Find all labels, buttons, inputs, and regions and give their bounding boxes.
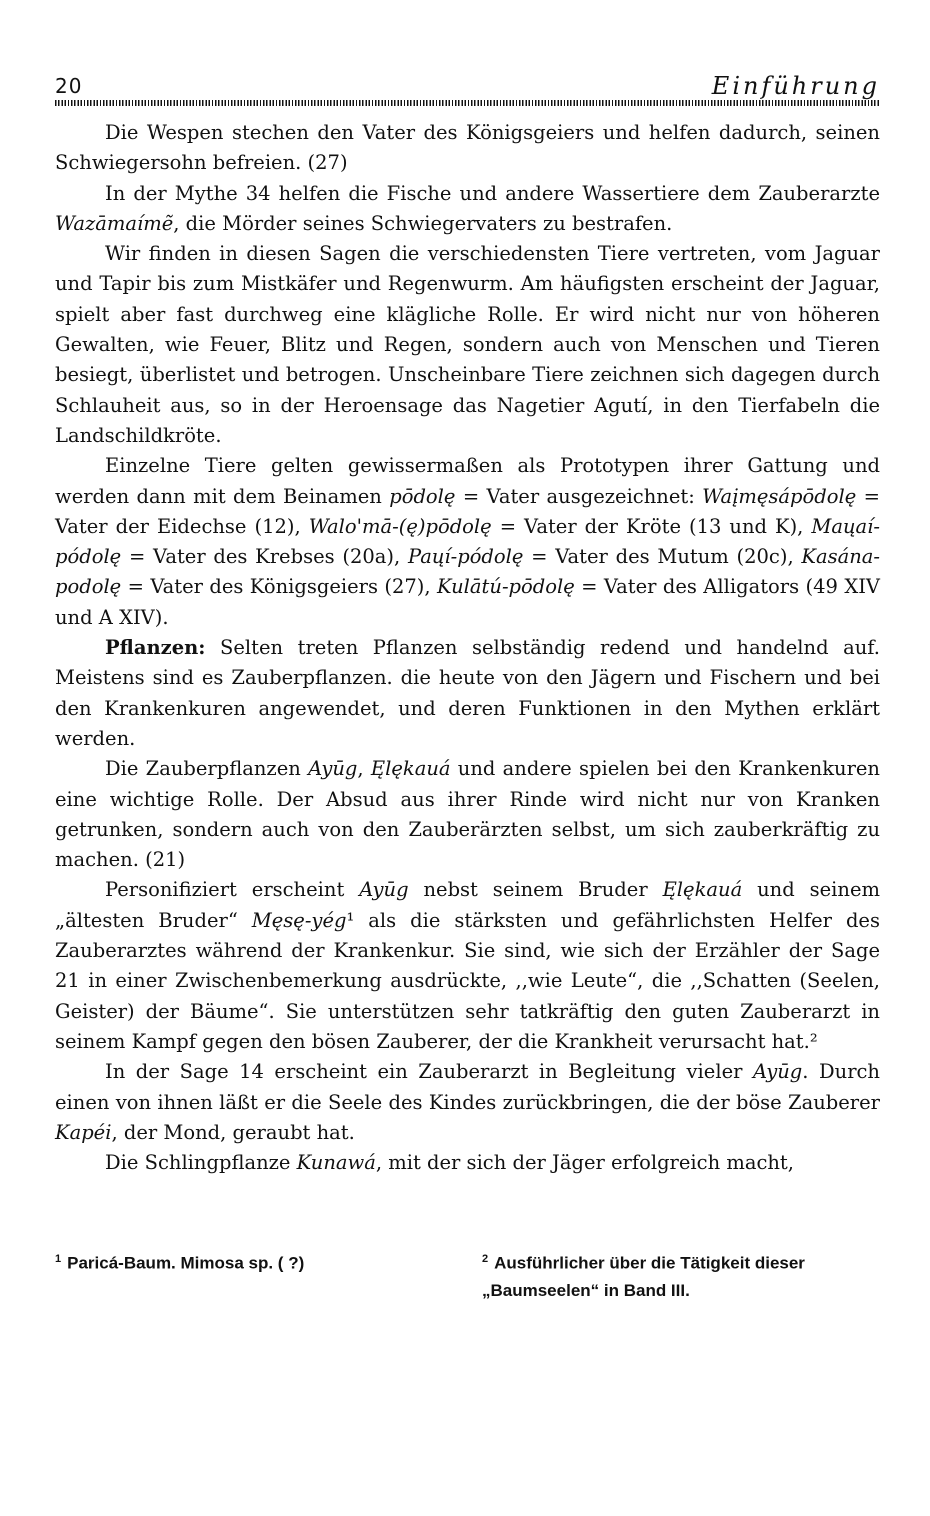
paragraph bbox=[55, 633, 880, 754]
text-run: Einzelne Tiere gelten gewissermaßen als Prototypen ihrer Gattung und werden dann mit dem Beinamen bbox=[55, 454, 880, 508]
body-text bbox=[55, 118, 880, 1178]
text-run: , der Mond, geraubt hat. bbox=[111, 1120, 355, 1144]
text-run: Selten treten Pflanzen selbständig redend und handelnd auf. Meistens sind es Zauberpflanzen. die heute von den Jägern und Fischern und bei den Krankenkuren angewendet, und deren Funktionen in den Mythen erklärt werden. bbox=[55, 636, 880, 750]
paragraph bbox=[55, 754, 880, 875]
paragraph bbox=[55, 118, 880, 179]
text-run: In der Mythe 34 helfen die Fische und andere Wassertiere dem Zauberarzte bbox=[105, 181, 880, 205]
paragraph bbox=[55, 1057, 880, 1148]
text-run: Wir finden in diesen Sagen die verschiedensten Tiere vertreten, vom Jaguar und Tapir bis zum Mistkäfer und Regenwurm. Am häufigsten erscheint der Jaguar, spielt aber fast durchweg eine klägliche Rolle. Er wird nicht nur von höheren Gewalten, wie Feuer, Blitz und Regen, sondern auch von Menschen und Tieren besiegt, überlistet und betrogen. Unscheinbare Tiere zeichnen sich dagegen durch Schlauheit aus, so in der Heroensage das Nagetier Agutí, in den Tierfabeln die Landschildkröte. bbox=[55, 242, 880, 447]
paragraph bbox=[55, 239, 880, 451]
italic-term: Walo'mā-(ę)pōdolę bbox=[308, 514, 492, 538]
italic-term: Wazāmaímẽ bbox=[55, 211, 174, 235]
text-run: ¹ als die stärksten und gefährlichsten Helfer des Zauberarztes während der Krankenkur. Sie sind, wie sich der Erzähler der Sage 21 in einer Zwischenbemerkung ausdrückte, ,,wie Leute“, die ,,Schatten (Seelen, Geister) der Bäume“. Sie unterstützen sehr tatkräftig den guten Zauberarzt in seinem Kampf gegen den bösen Zauberer, der die Krankheit verursacht hat.² bbox=[55, 908, 880, 1053]
paragraph bbox=[55, 451, 880, 633]
italic-term: Maųaí-pódolę bbox=[55, 514, 880, 569]
paragraph bbox=[55, 875, 880, 1057]
text-run: , bbox=[357, 757, 371, 781]
italic-term: Kulātú-pōdolę bbox=[436, 575, 575, 599]
text-run: , mit der sich der Jäger erfolgreich macht, bbox=[375, 1151, 794, 1175]
text-run: = Vater des Alligators (49 XIV und A XIV). bbox=[55, 575, 880, 629]
bold-label: Pflanzen: bbox=[105, 636, 206, 660]
text-run: , die Mörder seines Schwiegervaters zu bestrafen. bbox=[173, 211, 673, 235]
text-run: Die Schlingpflanze bbox=[105, 1151, 297, 1175]
text-run: Die Wespen stechen den Vater des Königsgeiers und helfen dadurch, seinen Schwiegersohn befreien. (27) bbox=[55, 121, 880, 175]
footnote-mark: 1 bbox=[55, 1253, 62, 1265]
page-header bbox=[55, 72, 880, 102]
italic-term: Ęlękauá bbox=[370, 757, 451, 781]
italic-term: Kasána-podolę bbox=[55, 545, 881, 599]
paragraph bbox=[55, 1148, 880, 1178]
text-run: . Durch einen von ihnen läßt er die Seele des Kindes zurückbringen, die der böse Zauberer bbox=[55, 1060, 880, 1114]
text-run: = Vater der Kröte (13 und K), bbox=[491, 514, 812, 538]
header-rule bbox=[55, 100, 880, 106]
italic-term: Ęlękauá bbox=[662, 878, 743, 902]
text-run: und andere spielen bei den Krankenkuren eine wichtige Rolle. Der Absud aus ihrer Rinde wird nicht nur von Kranken getrunken, sondern auch von den Zauberärzten selbst, um sich zauberkräftig zu machen. (21) bbox=[55, 757, 880, 872]
paragraph bbox=[55, 179, 880, 240]
footnote-2 bbox=[482, 1246, 880, 1304]
text-run: und seinem „ältesten Bruder“ bbox=[55, 878, 880, 932]
italic-term: Kapéi bbox=[55, 1120, 112, 1144]
italic-term: Waįmęsápōdolę bbox=[702, 484, 857, 508]
page-number: 20 bbox=[55, 74, 83, 98]
text-run: = Vater ausgezeichnet: bbox=[455, 484, 703, 508]
text-run: nebst seinem Bruder bbox=[408, 878, 663, 902]
text-run: = Vater des Mutum (20c), bbox=[523, 545, 802, 569]
italic-term: Męsę-yég bbox=[251, 908, 347, 932]
footnote-1 bbox=[55, 1246, 435, 1277]
italic-term: Ayūg bbox=[308, 757, 358, 781]
running-title: Einführung bbox=[711, 72, 880, 100]
footnote-text: Paricá-Baum. Mimosa sp. ( ?) bbox=[67, 1253, 305, 1273]
italic-term: Paųí-pódolę bbox=[407, 545, 524, 569]
italic-term: Kunawá bbox=[296, 1151, 376, 1175]
italic-term: pōdolę bbox=[389, 484, 456, 508]
footnote-text: Ausführlicher über die Tätigkeit dieser „Baumseelen“ in Band III. bbox=[482, 1253, 805, 1300]
text-run: = Vater des Krebses (20a), bbox=[121, 545, 408, 569]
text-run: In der Sage 14 erscheint ein Zauberarzt in Begleitung vieler bbox=[105, 1060, 753, 1084]
text-run: Die Zauberpflanzen bbox=[105, 757, 309, 781]
text-run: = Vater der Eidechse (12), bbox=[55, 484, 880, 538]
text-run: = Vater des Königsgeiers (27), bbox=[121, 575, 437, 599]
italic-term: Ayūg bbox=[359, 878, 409, 902]
footnote-mark: 2 bbox=[482, 1253, 489, 1265]
text-run: Personifiziert erscheint bbox=[105, 878, 360, 902]
italic-term: Ayūg bbox=[752, 1060, 803, 1084]
